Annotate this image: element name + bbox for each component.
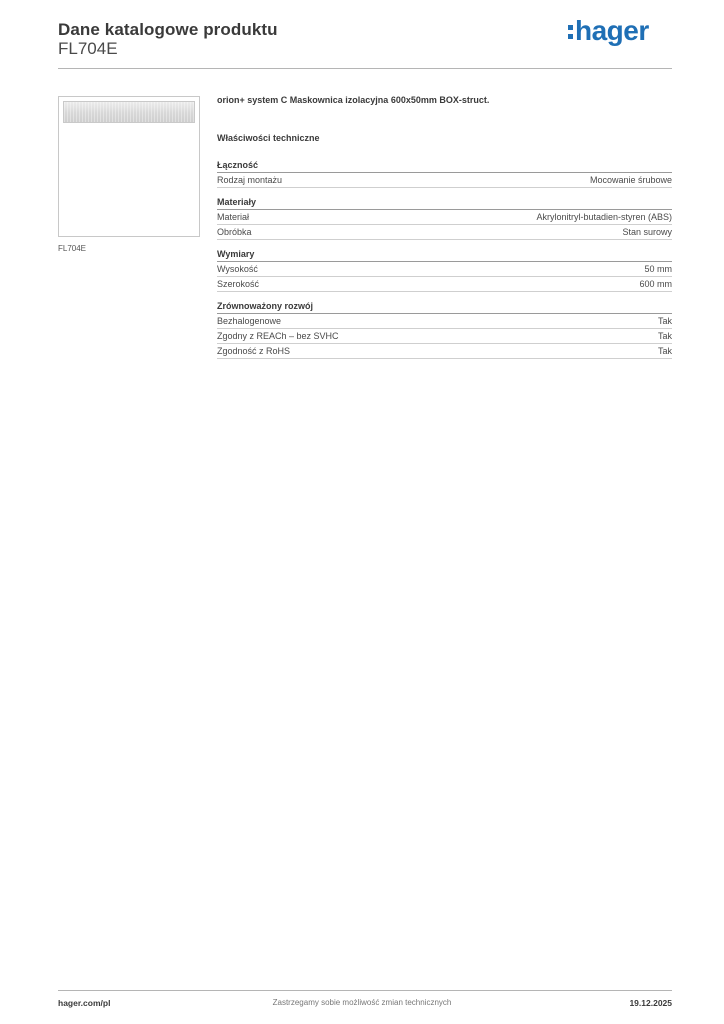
header-divider — [58, 68, 672, 69]
spec-row — [217, 314, 672, 329]
footer-website: hager.com/pl — [58, 998, 111, 1008]
spec-row — [217, 277, 672, 292]
spec-section-title: Materiały — [217, 196, 672, 210]
spec-value: Tak — [657, 331, 672, 341]
spec-section-title: Wymiary — [217, 248, 672, 262]
spec-label: Zgodność z RoHS — [217, 346, 291, 356]
logo-text: hager — [575, 15, 649, 46]
spec-row — [217, 225, 672, 240]
product-description: orion+ system C Maskownica izolacyjna 600x50mm BOX-struct. — [217, 95, 490, 105]
hager-logo — [568, 15, 649, 47]
spec-section — [217, 300, 672, 359]
spec-label: Obróbka — [217, 227, 252, 237]
spec-value: Akrylonitryl-butadien-styren (ABS) — [536, 212, 672, 222]
spec-row — [217, 210, 672, 225]
spec-value: Tak — [657, 346, 672, 356]
spec-row — [217, 329, 672, 344]
footer-date: 19.12.2025 — [629, 998, 672, 1008]
page-title: Dane katalogowe produktu — [58, 20, 278, 39]
spec-label: Wysokość — [217, 264, 258, 274]
technical-properties-heading: Właściwości techniczne — [217, 133, 320, 143]
spec-row — [217, 344, 672, 359]
spec-value: 50 mm — [644, 264, 672, 274]
spec-value: Tak — [657, 316, 672, 326]
spec-value: Mocowanie śrubowe — [589, 175, 672, 185]
spec-sections — [217, 159, 672, 359]
spec-section-title: Łączność — [217, 159, 672, 173]
spec-label: Bezhalogenowe — [217, 316, 282, 326]
product-image-caption: FL704E — [58, 244, 87, 253]
spec-value: Stan surowy — [622, 227, 672, 237]
product-details — [217, 95, 672, 367]
spec-label: Materiał — [217, 212, 250, 222]
spec-label: Rodzaj montażu — [217, 175, 283, 185]
spec-row — [217, 262, 672, 277]
spec-value: 600 mm — [639, 279, 672, 289]
spec-label: Szerokość — [217, 279, 260, 289]
spec-row — [217, 173, 672, 188]
product-image-frame — [58, 96, 200, 237]
logo-dots-icon — [568, 15, 573, 45]
footer-divider — [58, 990, 672, 991]
spec-section — [217, 248, 672, 292]
product-code: FL704E — [58, 39, 118, 58]
product-image — [63, 101, 195, 123]
footer-disclaimer: Zastrzegamy sobie możliwość zmian technicznych — [272, 998, 452, 1007]
spec-section-title: Zrównoważony rozwój — [217, 300, 672, 314]
spec-label: Zgodny z REACh – bez SVHC — [217, 331, 339, 341]
spec-section — [217, 159, 672, 188]
spec-section — [217, 196, 672, 240]
